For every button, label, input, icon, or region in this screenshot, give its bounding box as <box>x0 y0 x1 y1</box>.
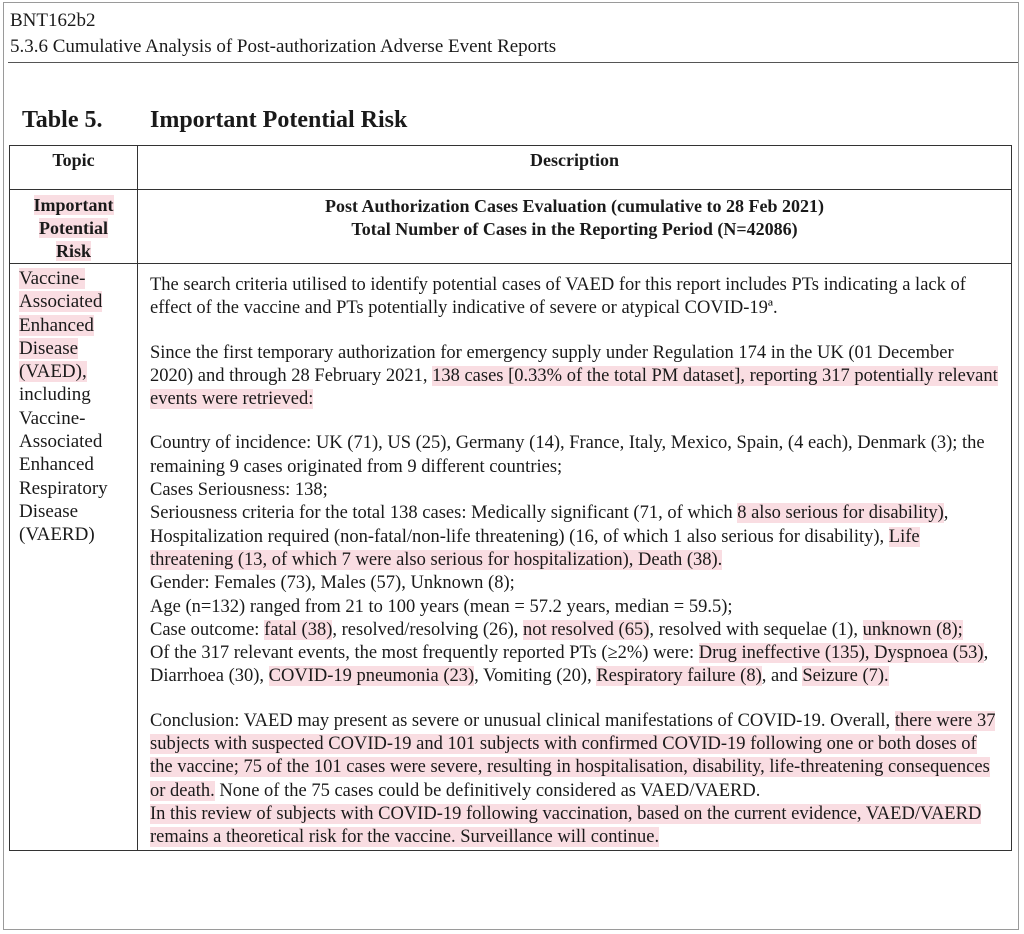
pts-text: Of the 317 relevant events, the most frequently reported PTs (≥2%) were: <box>150 643 699 664</box>
risk-table <box>9 145 1012 851</box>
topic-cell <box>10 264 138 851</box>
outcome-highlight: not resolved (65) <box>523 619 650 640</box>
review-highlight: In this review of subjects with COVID-19 following vaccination, based on the current evidence, VAED/VAERD remains a theoretical risk for the vaccine. Surveillance will continue. <box>150 803 982 848</box>
pts-highlight: Seizure (7). <box>802 666 889 687</box>
topic-heading-line: Potential <box>39 218 108 238</box>
outcome-highlight: fatal (38) <box>264 619 333 640</box>
table-caption-number: Table 5. <box>22 107 103 133</box>
outcome-text: Case outcome: <box>150 619 265 640</box>
table-subheading-row <box>10 190 1012 264</box>
pts-text: , and <box>761 666 803 687</box>
country-paragraph: Country of incidence: UK (71), US (25), Germany (14), France, Italy, Mexico, Spain, (4 each), Denmark (3); the remaining 9 cases originated from 9 different countries; <box>150 433 985 477</box>
pts-highlight: Drug ineffective (135), Dyspnoea (53) <box>698 643 984 664</box>
topic-heading-line: Risk <box>55 241 91 261</box>
conclusion-text: Conclusion: VAED may present as severe or unusual clinical manifestations of COVID-19. Overall, <box>150 710 895 731</box>
column-header-topic: Topic <box>10 146 138 190</box>
table-body-row <box>10 264 1012 851</box>
conclusion-text: None of the 75 cases could be definitively considered as VAED/VAERD. <box>214 780 761 801</box>
evaluation-subheading-cell <box>138 190 1012 264</box>
review-paragraph <box>150 803 999 850</box>
preferred-terms-paragraph <box>150 642 999 689</box>
criteria-text: , Hospitalization required (non-fatal/non-life threatening) (16, of which 1 also serious for disability), <box>150 503 949 547</box>
retrieval-paragraph <box>150 342 999 412</box>
criteria-highlight: Life threatening (13, of which 7 were also serious for hospitalization), Death (38). <box>150 526 920 570</box>
topic-line: Vaccine- <box>19 407 86 429</box>
topic-line: Disease <box>19 500 79 522</box>
document-section-title: 5.3.6 Cumulative Analysis of Post-authorization Adverse Event Reports <box>10 36 557 57</box>
topic-line: Enhanced <box>19 454 94 476</box>
outcome-text: , resolved with sequelae (1), <box>649 619 863 640</box>
seriousness-paragraph: Cases Seriousness: 138; <box>150 480 328 501</box>
criteria-highlight: 8 also serious for disability) <box>737 503 944 524</box>
pts-text: , Diarrhoea (30), <box>150 643 989 687</box>
table-caption-title: Important Potential Risk <box>150 107 408 133</box>
topic-line: (VAERD) <box>19 524 95 546</box>
gender-paragraph: Gender: Females (73), Males (57), Unknown (8); <box>150 573 515 594</box>
description-cell <box>138 264 1012 851</box>
topic-line: (VAED), <box>19 361 87 383</box>
outcome-paragraph <box>150 619 999 642</box>
topic-line: Associated <box>19 291 103 313</box>
search-criteria-paragraph: The search criteria utilised to identify potential cases of VAED for this report includes PTs indicating a lack of effect of the vaccine and PTs potentially indicative of severe or atypical COVID-19ª. <box>150 275 966 319</box>
header-rule <box>8 62 1018 63</box>
topic-line: Disease <box>19 337 79 359</box>
pts-text: , Vomiting (20), <box>474 666 597 687</box>
conclusion-paragraph <box>150 710 999 803</box>
topic-heading-cell <box>10 190 138 264</box>
topic-heading-line: Important <box>33 195 114 215</box>
age-paragraph: Age (n=132) ranged from 21 to 100 years (mean = 57.2 years, median = 59.5); <box>150 596 733 617</box>
retrieval-highlight: 138 cases [0.33% of the total PM dataset], reporting 317 potentially relevant events were retrieved: <box>150 365 998 410</box>
topic-line: Associated <box>19 431 103 453</box>
retrieval-text: Since the first temporary authorization for emergency supply under Regulation 174 in the UK (01 December 2020) and through 28 February 2021, <box>150 342 954 386</box>
pts-highlight: COVID-19 pneumonia (23) <box>268 666 475 687</box>
topic-line: including <box>19 384 91 406</box>
column-header-description: Description <box>138 146 1012 190</box>
criteria-text: Seriousness criteria for the total 138 cases: Medically significant (71, of which <box>150 503 738 524</box>
evaluation-subheading-line2: Total Number of Cases in the Reporting Period (N=42086) <box>351 219 798 239</box>
outcome-text: , resolved/resolving (26), <box>332 619 523 640</box>
table-header-row <box>10 146 1012 190</box>
pts-highlight: Respiratory failure (8) <box>596 666 762 687</box>
document-product-name: BNT162b2 <box>10 10 96 31</box>
evaluation-subheading-line1: Post Authorization Cases Evaluation (cumulative to 28 Feb 2021) <box>325 196 824 216</box>
topic-line: Vaccine- <box>19 268 86 289</box>
conclusion-highlight: there were 37 subjects with suspected COVID-19 and 101 subjects with confirmed COVID-19 following one or both doses of the vaccine; 75 of the 101 cases were severe, resulting in hospitalisation, disability, life-threatening consequences or death. <box>150 710 996 801</box>
criteria-paragraph <box>150 502 999 572</box>
outcome-highlight: unknown (8); <box>862 619 963 640</box>
topic-line: Enhanced <box>19 314 94 336</box>
topic-line: Respiratory <box>19 477 108 499</box>
